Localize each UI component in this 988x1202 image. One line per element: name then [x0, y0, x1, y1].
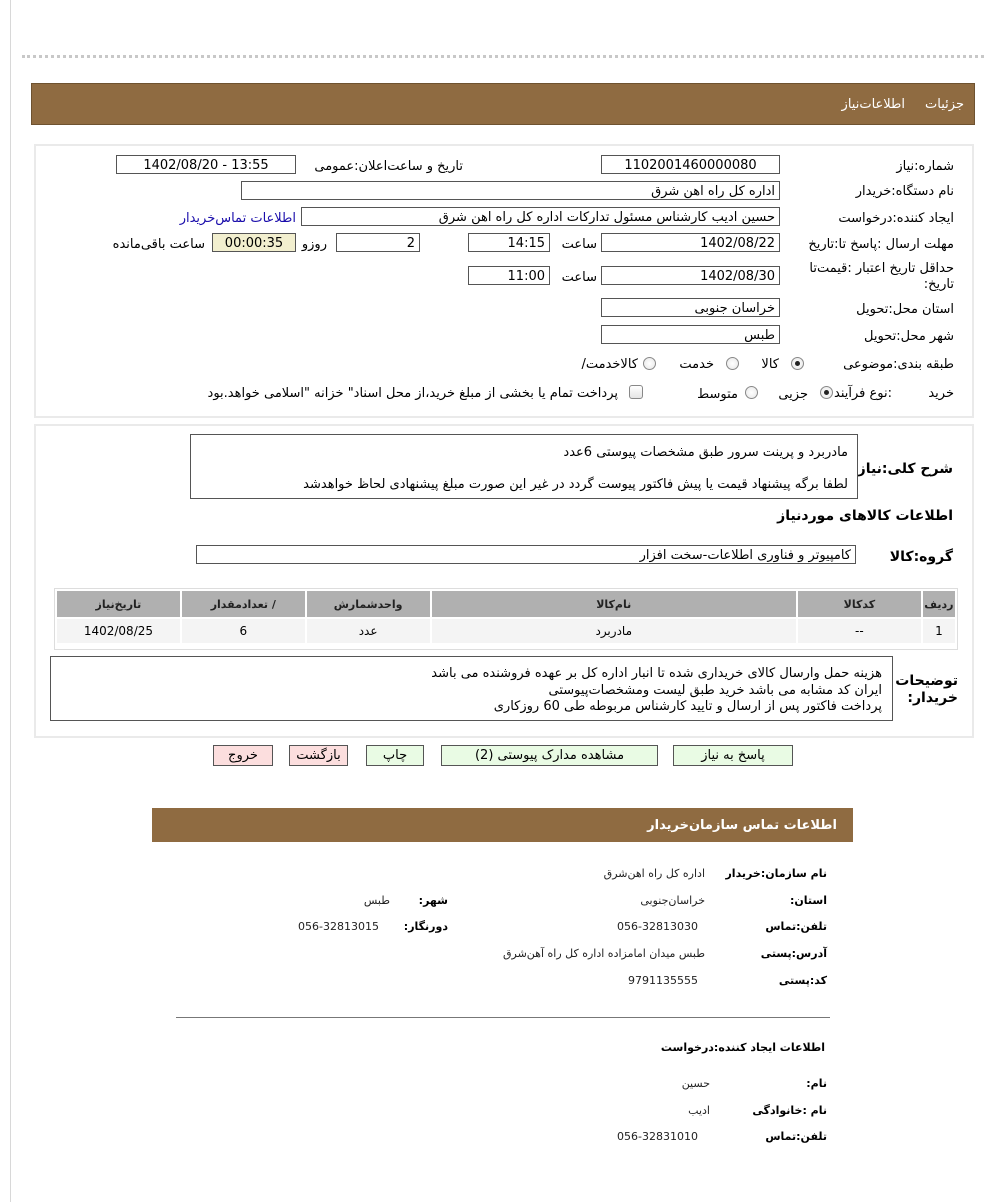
last-name-label: نام :خانوادگی	[752, 1104, 827, 1117]
category-radio-service[interactable]	[726, 357, 739, 370]
treasury-payment-checkbox[interactable]	[629, 385, 643, 399]
validity-date-field: 1402/08/30	[601, 266, 780, 285]
process-option-minor: جزیی	[778, 387, 808, 402]
contact-phone-value: 056-32813030	[617, 920, 698, 933]
announce-label: تاریخ و ساعت‌اعلان:عمومی	[314, 159, 463, 174]
col-header-qty: / تعدادمقدار	[182, 591, 305, 617]
address-label: آدرس:پستی	[760, 947, 827, 960]
col-header-date: تاریخ‌نیاز	[57, 591, 180, 617]
cell-qty: 6	[182, 619, 305, 643]
category-radio-goods[interactable]	[791, 357, 804, 370]
remaining-label: ساعت باقی‌مانده	[112, 237, 205, 252]
contact-title: اطلاعات تماس سازمان‌خریدار	[647, 818, 837, 833]
contact-province-value: خراسان‌جنوبی	[640, 894, 705, 907]
creator-phone-label: تلفن:تماس	[765, 1130, 827, 1143]
category-option-service: خدمت	[679, 357, 714, 372]
validity-label-2: :تاریخ	[923, 277, 954, 292]
general-desc-label: شرح کلی:نیاز	[857, 461, 953, 477]
buyer-org-field: اداره کل راه اهن شرق	[241, 181, 780, 200]
need-number-label: شماره:نیاز	[896, 159, 954, 174]
cell-name: مادربرد	[432, 619, 796, 643]
tab-need-info[interactable]: اطلاعات‌نیاز	[841, 97, 905, 112]
buyer-org-label: نام دستگاه:خریدار	[855, 184, 954, 199]
province-field: خراسان جنوبی	[601, 298, 780, 317]
deadline-label: مهلت ارسال :پاسخ تا:تاریخ	[808, 237, 954, 252]
general-desc-line-2: لطفا برگه پیشنهاد قیمت یا پیش فاکتور پیوست گردد در غیر این صورت مبلغ پیشنهادی لحاظ خواهدشد	[303, 477, 848, 492]
contact-divider	[176, 1017, 830, 1018]
contact-header-bar	[152, 808, 853, 842]
goods-group-label: گروه:کالا	[889, 549, 953, 565]
first-name-label: :نام	[806, 1077, 827, 1090]
deadline-time-label: ساعت	[561, 237, 597, 252]
col-header-row: ردیف	[923, 591, 955, 617]
deadline-time-field: 14:15	[468, 233, 550, 252]
buyer-contact-link[interactable]: اطلاعات تماس‌خریدار	[179, 211, 296, 226]
general-desc-box	[190, 434, 858, 499]
cell-unit: عدد	[307, 619, 430, 643]
page-left-border	[10, 0, 11, 1202]
category-option-both: /کالاخدمت	[581, 357, 638, 372]
print-button[interactable]: چاپ	[366, 745, 424, 766]
fax-label: :دورنگار	[403, 920, 448, 933]
process-radio-minor[interactable]	[820, 386, 833, 399]
goods-info-title: اطلاعات کالاهای موردنیاز	[777, 508, 953, 524]
table-row	[57, 619, 955, 643]
cell-row: 1	[923, 619, 955, 643]
creator-info-title: اطلاعات ایجاد کننده:درخواست	[660, 1041, 825, 1054]
validity-time-field: 11:00	[468, 266, 550, 285]
validity-time-label: ساعت	[561, 270, 597, 285]
goods-group-field: کامپیوتر و فناوری اطلاعات-سخت افزار	[196, 545, 856, 564]
contact-province-label: :استان	[789, 894, 827, 907]
process-label: نوع فرآیند:	[834, 386, 892, 401]
general-desc-line-1: مادربرد و پرینت سرور طبق مشخصات پیوستی 6عدد	[563, 445, 848, 460]
view-attachments-button[interactable]: مشاهده مدارک پیوستی (2)	[441, 745, 658, 766]
creator-field: حسین ادیب کارشناس مسئول تدارکات اداره کل راه اهن شرق	[301, 207, 780, 226]
contact-city-value: طبس	[363, 894, 390, 907]
top-dotted-separator	[22, 55, 984, 58]
col-header-code: کدکالا	[798, 591, 921, 617]
goods-table-frame	[54, 588, 958, 650]
buyer-notes-line-2: ایران کد مشابه می باشد خرید طبق لیست ومشخصات‌پیوستی	[548, 683, 882, 698]
postal-code-value: 9791135555	[628, 974, 698, 987]
deadline-date-field: 1402/08/22	[601, 233, 780, 252]
buyer-notes-line-3: پرداخت فاکتور پس از ارسال و تایید کارشناس مربوطه طی 60 روزکاری	[493, 699, 882, 714]
header-bar	[31, 83, 975, 125]
goods-table-header-row	[57, 591, 955, 617]
last-name-value: ادیب	[688, 1104, 710, 1117]
process-radio-medium[interactable]	[745, 386, 758, 399]
org-name-label: نام سازمان:خریدار	[725, 867, 827, 880]
col-header-unit: واحدشمارش	[307, 591, 430, 617]
process-option-medium: متوسط	[697, 387, 738, 402]
need-number-field: 1102001460000080	[601, 155, 780, 174]
reply-button[interactable]: پاسخ به نیاز	[673, 745, 793, 766]
days-field: 2	[336, 233, 420, 252]
first-name-value: حسین	[681, 1077, 710, 1090]
postal-code-label: کد:پستی	[778, 974, 827, 987]
tab-details[interactable]: جزئیات	[925, 97, 964, 112]
city-label: شهر محل:تحویل	[864, 329, 954, 344]
category-label: طبقه بندی:موضوعی	[843, 357, 954, 372]
process-buy: خرید	[928, 386, 954, 401]
buyer-notes-label-2: :خریدار	[907, 690, 958, 706]
col-header-name: نام‌کالا	[432, 591, 796, 617]
cell-code: --	[798, 619, 921, 643]
buyer-notes-line-1: هزینه حمل وارسال کالای خریداری شده تا انبار اداره کل بر عهده فروشنده می باشد	[431, 666, 882, 681]
days-label: روزو	[301, 237, 327, 252]
category-radio-both[interactable]	[643, 357, 656, 370]
goods-table	[55, 589, 957, 645]
buyer-notes-box	[50, 656, 893, 721]
category-option-goods: کالا	[761, 357, 779, 372]
contact-city-label: :شهر	[418, 894, 448, 907]
creator-label: ایجاد کننده:درخواست	[838, 211, 954, 226]
back-button[interactable]: بازگشت	[289, 745, 348, 766]
province-label: استان محل:تحویل	[856, 302, 954, 317]
remaining-time-field: 00:00:35	[212, 233, 296, 252]
contact-phone-label: تلفن:تماس	[765, 920, 827, 933]
creator-phone-value: 056-32831010	[617, 1130, 698, 1143]
cell-date: 1402/08/25	[57, 619, 180, 643]
org-name-value: اداره کل راه اهن‌شرق	[603, 867, 705, 880]
validity-label-1: حداقل تاریخ اعتبار :قیمت‌تا	[809, 261, 954, 276]
exit-button[interactable]: خروج	[213, 745, 273, 766]
announce-field: 1402/08/20 - 13:55	[116, 155, 296, 174]
treasury-payment-note: پرداخت تمام یا بخشی از مبلغ خرید،از محل اسناد" خزانه "اسلامی خواهد.بود	[207, 386, 618, 401]
city-field: طبس	[601, 325, 780, 344]
address-value: طبس میدان امامزاده اداره کل راه آهن‌شرق	[502, 947, 705, 960]
fax-value: 056-32813015	[298, 920, 379, 933]
buyer-notes-label-1: توضیحات	[895, 673, 958, 689]
